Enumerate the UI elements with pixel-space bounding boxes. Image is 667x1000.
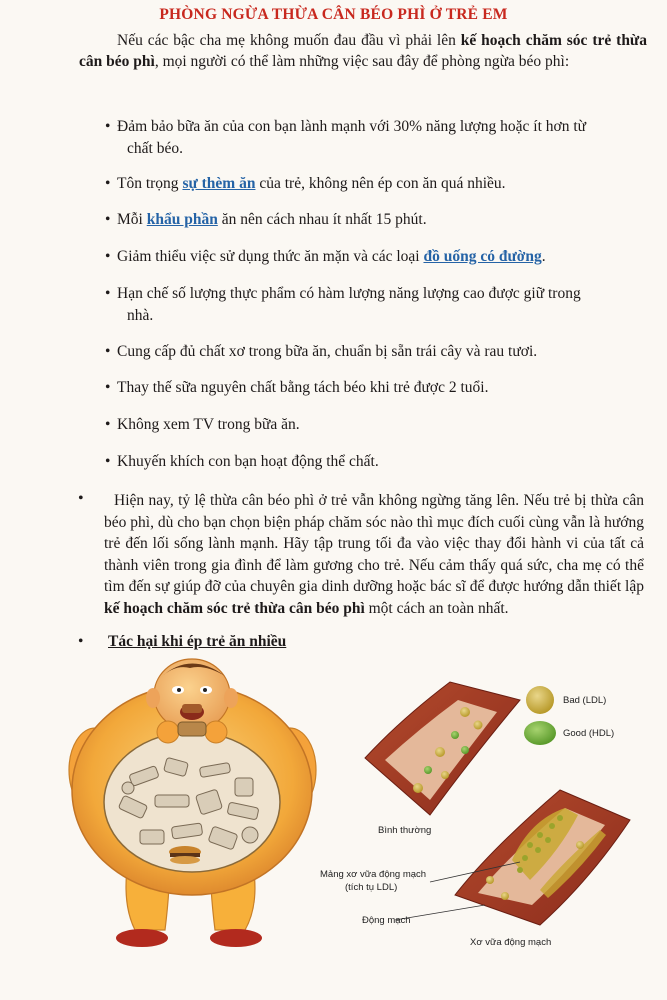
bullet-dot: • (78, 490, 84, 507)
artery-diagram (320, 682, 630, 948)
link-appetite[interactable]: sự thèm ăn (182, 175, 256, 192)
bullet-text: ăn nên cách nhau ít nhất 15 phút. (217, 211, 427, 228)
bullet-dot: • (105, 453, 111, 470)
bullet-text: Không xem TV trong bữa ăn. (117, 416, 300, 433)
bullet-text-cont: chất béo. (127, 140, 183, 157)
bullet-dot: • (105, 118, 111, 135)
bullet-text: Khuyến khích con bạn hoạt động thể chất. (117, 453, 379, 470)
bullet-text: Mỗi (117, 211, 147, 228)
label-normal: Bình thường (378, 825, 432, 836)
obese-child-illustration (69, 659, 316, 947)
bullet-dot: • (105, 285, 111, 302)
intro-text-2: , mọi người có thể làm những việc sau đây để phòng ngừa béo phì: (154, 53, 570, 70)
ldl-ball-icon (526, 686, 554, 714)
summary-text: Hiện nay, tỷ lệ thừa cân béo phì ở trẻ vẫn không ngừng tăng lên. Nếu trẻ bị thừa cân béo phì, dù cho bạn chọn biện pháp chăm sóc nào thì mục đích cuối cùng vẫn là hướng trẻ đến lối sống lành mạnh. Hãy tập trung tối đa vào việc thay đổi hành vi của tất cả thành viên trong gia đình để làm gương cho trẻ. Nếu cảm thấy quá sức, cha mẹ có thể tìm đến sự giúp đỡ của chuyên gia dinh dưỡng hoặc bác sĩ để được hướng dẫn thiết lập (104, 492, 644, 595)
bullet-text: Hạn chế số lượng thực phẩm có hàm lượng năng lượng cao được giữ trong (117, 285, 581, 302)
bullet-text: Tôn trọng (117, 175, 183, 192)
bullet-dot: • (105, 379, 111, 396)
hdl-ball-icon (524, 721, 556, 745)
label-artery: Động mạch (362, 915, 411, 926)
bullet-dot: • (105, 175, 111, 192)
legend-bad-ldl: Bad (LDL) (563, 695, 607, 706)
label-atherosclerosis: Xơ vữa động mạch (470, 937, 552, 948)
intro-text-1: Nếu các bậc cha mẹ không muốn đau đầu vì phải lên (117, 32, 461, 49)
bullet-dot: • (105, 211, 111, 228)
bullet-text: Đảm bảo bữa ăn của con bạn lành mạnh với 30% năng lượng hoặc ít hơn từ (117, 118, 587, 135)
bullet-dot: • (105, 416, 111, 433)
link-portion[interactable]: khẩu phần (146, 211, 218, 228)
bullet-text: của trẻ, không nên ép con ăn quá nhiều. (255, 175, 506, 192)
harm-heading: Tác hại khi ép trẻ ăn nhiều (108, 633, 287, 650)
label-plaque-line2: (tích tụ LDL) (345, 882, 398, 893)
bullet-dot: • (78, 633, 84, 650)
bullet-text: Cung cấp đủ chất xơ trong bữa ăn, chuẩn bị sẵn trái cây và rau tươi. (117, 343, 538, 360)
legend-good-hdl: Good (HDL) (563, 728, 615, 739)
page-title: PHÒNG NGỪA THỪA CÂN BÉO PHÌ Ở TRẺ EM (159, 6, 508, 23)
bullet-text: Giảm thiểu việc sử dụng thức ăn mặn và các loại (117, 248, 424, 265)
bullet-text-cont: nhà. (127, 307, 154, 324)
bullet-dot: • (105, 248, 111, 265)
bullet-dot: • (105, 343, 111, 360)
intro-bold-care-plan: kế hoạch chăm sóc trẻ thừa cân béo phì (79, 32, 647, 70)
summary-bold-care-plan: kế hoạch chăm sóc trẻ thừa cân béo phì (104, 599, 365, 617)
bullet-text: Thay thế sữa nguyên chất bằng tách béo khi trẻ được 2 tuổi. (117, 379, 489, 396)
label-plaque-line1: Mảng xơ vữa động mạch (320, 869, 427, 880)
bullet-text: . (541, 248, 546, 265)
link-sugary-drinks[interactable]: đồ uống có đường (423, 248, 542, 265)
summary-text-end: một cách an toàn nhất. (364, 599, 509, 617)
